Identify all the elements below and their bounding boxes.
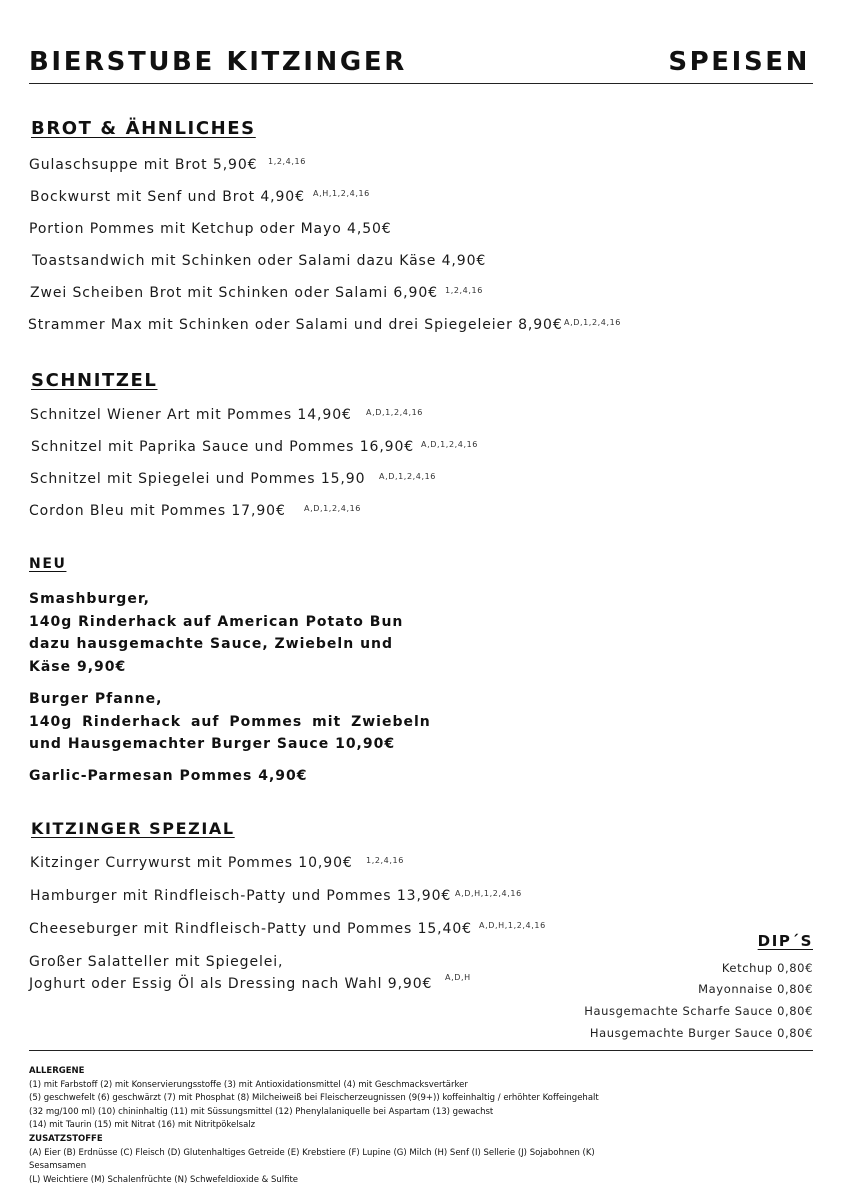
allergen-legend xyxy=(29,1065,599,1187)
menu-item: Schnitzel mit Paprika Sauce und Pommes 16,90€ xyxy=(31,439,415,455)
dip-item: Hausgemachte Scharfe Sauce 0,80€ xyxy=(584,1004,813,1018)
allergen-codes: A,D,1,2,4,16 xyxy=(379,472,436,481)
menu-item: Schnitzel Wiener Art mit Pommes 14,90€ xyxy=(30,407,352,423)
section-title-schnitzel: SCHNITZEL xyxy=(31,370,158,391)
allergen-codes: A,D,1,2,4,16 xyxy=(366,408,423,417)
new-item-line: 140g Rinderhack auf American Potato Bun xyxy=(29,613,404,630)
allergen-codes: A,D,1,2,4,16 xyxy=(421,440,478,449)
menu-item: Großer Salatteller mit Spiegelei, xyxy=(29,954,284,970)
dip-item: Hausgemachte Burger Sauce 0,80€ xyxy=(589,1026,813,1040)
new-item-smashburger xyxy=(29,588,403,678)
menu-item: Cheeseburger mit Rindfleisch-Patty und Pommes 15,40€ xyxy=(29,921,472,937)
allergen-codes: A,D,H,1,2,4,16 xyxy=(479,921,546,930)
allergene-heading: ALLERGENE xyxy=(29,1066,85,1076)
menu-item: Hamburger mit Rindfleisch-Patty und Pommes 13,90€ xyxy=(30,888,452,904)
menu-item: Zwei Scheiben Brot mit Schinken oder Salami 6,90€ xyxy=(30,285,438,301)
menu-item: Portion Pommes mit Ketchup oder Mayo 4,50€ xyxy=(29,221,392,237)
new-item-garlic-pommes xyxy=(29,765,308,788)
menu-item: Schnitzel mit Spiegelei und Pommes 15,90 xyxy=(30,471,366,487)
menu-item: Bockwurst mit Senf und Brot 4,90€ xyxy=(30,189,305,205)
new-item-burger-pfanne xyxy=(29,688,431,756)
menu-item: Kitzinger Currywurst mit Pommes 10,90€ xyxy=(30,855,353,871)
allergen-codes: A,D,1,2,4,16 xyxy=(304,504,361,513)
legend-line: (5) geschwefelt (6) geschwärzt (7) mit Phosphat (8) Milcheiweiß bei Fleischerzeugnissen (9(9+)) koffeinhaltig / erhöhter Koffeingehalt xyxy=(29,1093,599,1104)
menu-item: Joghurt oder Essig Öl als Dressing nach Wahl 9,90€ xyxy=(29,976,433,992)
new-item-line: Garlic-Parmesan Pommes 4,90€ xyxy=(29,768,308,784)
dip-item: Mayonnaise 0,80€ xyxy=(698,982,813,996)
new-item-line: und Hausgemachter Burger Sauce 10,90€ xyxy=(29,736,396,752)
allergen-codes: 1,2,4,16 xyxy=(366,856,404,865)
new-item-line: Käse 9,90€ xyxy=(29,658,127,675)
new-item-line: Smashburger, xyxy=(29,591,150,607)
menu-section-title: SPEISEN xyxy=(668,47,810,77)
legend-line: Sesamsamen xyxy=(29,1161,87,1172)
menu-item: Toastsandwich mit Schinken oder Salami dazu Käse 4,90€ xyxy=(32,253,487,269)
dip-item: Ketchup 0,80€ xyxy=(721,961,813,975)
legend-line: (32 mg/100 ml) (10) chininhaltig (11) mit Süssungsmittel (12) Phenylalaniquelle bei Aspartam (13) gewachst xyxy=(29,1106,494,1117)
allergen-codes: 1,2,4,16 xyxy=(445,286,483,295)
new-item-line: Burger Pfanne, xyxy=(29,691,163,707)
legend-line: (L) Weichtiere (M) Schalenfrüchte (N) Schwefeldioxide & Sulfite xyxy=(29,1174,299,1185)
legend-line: (14) mit Taurin (15) mit Nitrat (16) mit Nitritpökelsalz xyxy=(29,1120,256,1131)
section-title-dips: DIP´S xyxy=(757,932,813,950)
new-item-line: dazu hausgemachte Sauce, Zwiebeln und xyxy=(29,636,394,652)
menu-item: Gulaschsuppe mit Brot 5,90€ xyxy=(29,157,258,173)
zusatzstoffe-heading: ZUSATZSTOFFE xyxy=(29,1133,103,1144)
menu-item: Strammer Max mit Schinken oder Salami und drei Spiegeleier 8,90€ xyxy=(28,317,563,333)
allergen-codes: A,D,H,1,2,4,16 xyxy=(455,889,522,898)
footer-divider xyxy=(29,1050,813,1051)
restaurant-name: BIERSTUBE KITZINGER xyxy=(29,47,407,77)
header-divider xyxy=(29,83,813,84)
allergen-codes: 1,2,4,16 xyxy=(268,157,306,166)
allergen-codes: A,D,H xyxy=(445,973,471,982)
menu-item: Cordon Bleu mit Pommes 17,90€ xyxy=(29,503,286,519)
allergen-codes: A,D,1,2,4,16 xyxy=(564,318,621,327)
section-title-brot: BROT & ÄHNLICHES xyxy=(31,118,256,139)
legend-line: (A) Eier (B) Erdnüsse (C) Fleisch (D) Glutenhaltiges Getreide (E) Krebstiere (F) Lupine (G) Milch (H) Senf (I) Sellerie (J) Sojabohnen (K) xyxy=(29,1147,595,1158)
legend-line: (1) mit Farbstoff (2) mit Konservierungsstoffe (3) mit Antioxidationsmittel (4) mit Geschmacksvertärker xyxy=(29,1079,468,1090)
new-item-line: 140g Rinderhack auf Pommes mit Zwiebeln xyxy=(29,713,431,730)
section-title-spezial: KITZINGER SPEZIAL xyxy=(31,819,235,838)
allergen-codes: A,H,1,2,4,16 xyxy=(313,189,370,198)
section-title-neu: NEU xyxy=(29,556,67,572)
